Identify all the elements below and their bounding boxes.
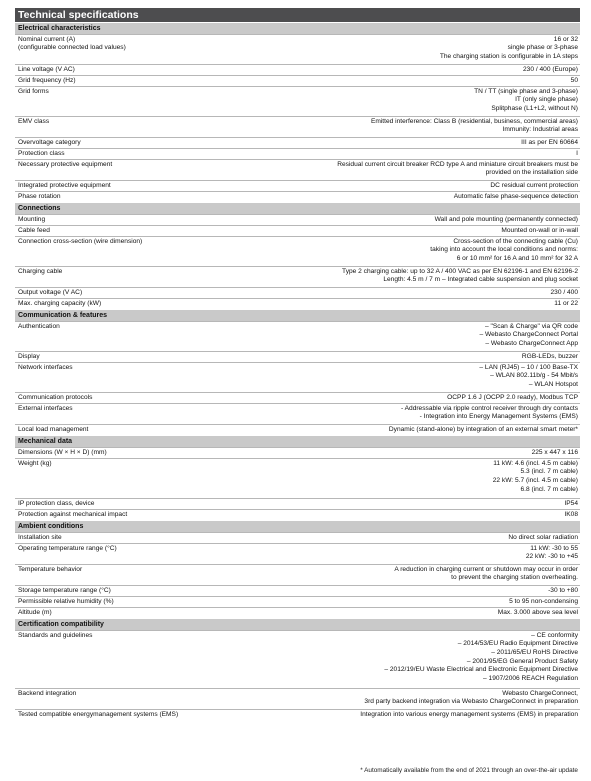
spec-label: Protection against mechanical impact — [18, 510, 128, 518]
spec-row — [15, 688, 580, 709]
spec-value: – LAN (RJ45) – 10 / 100 Base-TX – WLAN 802.11b/g - 54 Mbit/s – WLAN Hotspot — [479, 363, 578, 388]
spec-value: I — [576, 149, 578, 157]
spec-value: Cross-section of the connecting cable (Cu) taking into account the local conditions and norms: 6 or 10 mm² for 16 A and 10 mm² for 32 A — [430, 237, 578, 262]
spec-row — [15, 86, 580, 116]
spec-row — [15, 266, 580, 287]
spec-label: Grid forms — [18, 87, 49, 95]
spec-value: A reduction in charging current or shutdown may occur in order to prevent the charging station overheating. — [394, 565, 578, 582]
spec-value: 16 or 32 single phase or 3-phase The charging station is configurable in 1A steps — [439, 35, 578, 60]
spec-row — [15, 137, 580, 148]
section-header: Connections — [15, 202, 580, 214]
section-header: Communication & features — [15, 309, 580, 321]
spec-label: Communication protocols — [18, 393, 93, 401]
spec-row — [15, 321, 580, 351]
spec-row — [15, 424, 580, 435]
spec-row — [15, 447, 580, 458]
spec-label: Storage temperature range (°C) — [18, 586, 111, 594]
spec-value: Mounted on-wall or in-wall — [501, 226, 578, 234]
spec-row — [15, 214, 580, 225]
spec-row — [15, 532, 580, 543]
spec-label: Mounting — [18, 215, 46, 223]
spec-value: Type 2 charging cable: up to 32 A / 400 VAC as per EN 62196-1 and EN 62196-2 Length: 4.5 m / 7 m – Integrated cable suspension and plug socket — [342, 267, 578, 284]
spec-row — [15, 607, 580, 618]
spec-value: - Addressable via ripple control receiver through dry contacts - Integration into Energy Management Systems (EMS) — [400, 404, 578, 421]
spec-row — [15, 351, 580, 362]
spec-label: Tested compatible energymanagement systems (EMS) — [18, 710, 179, 718]
spec-value: Dynamic (stand-alone) by integration of an external smart meter* — [388, 425, 578, 433]
spec-value: Wall and pole mounting (permanently connected) — [434, 215, 578, 223]
spec-label: Network interfaces — [18, 363, 73, 371]
spec-label: Charging cable — [18, 267, 63, 275]
spec-label: EMV class — [18, 117, 50, 125]
spec-value: TN / TT (single phase and 3-phase) IT (only single phase) Splitphase (L1+L2, without N) — [474, 87, 578, 112]
spec-value: OCPP 1.6 J (OCPP 2.0 ready), Modbus TCP — [447, 393, 578, 401]
spec-row — [15, 585, 580, 596]
spec-label: Permissible relative humidity (%) — [18, 597, 114, 605]
spec-value: Webasto ChargeConnect, 3rd party backend integration via Webasto ChargeConnect in preparation — [364, 689, 578, 706]
spec-label: Altitude (m) — [18, 608, 52, 616]
spec-row — [15, 75, 580, 86]
spec-label: Output voltage (V AC) — [18, 288, 83, 296]
section-header: Ambient conditions — [15, 520, 580, 532]
spec-label: Nominal current (A) (configurable connected load values) — [18, 35, 126, 52]
spec-value: RGB-LEDs, buzzer — [521, 352, 578, 360]
spec-value: 11 kW: -30 to 55 22 kW: -30 to +45 — [525, 544, 578, 561]
spec-label: Connection cross-section (wire dimension) — [18, 237, 143, 245]
spec-label: Installation site — [18, 533, 62, 541]
spec-row — [15, 709, 580, 720]
spec-value: IP54 — [564, 499, 578, 507]
section-header: Certification compatibility — [15, 618, 580, 630]
spec-label: External interfaces — [18, 404, 73, 412]
spec-value: Integration into various energy management systems (EMS) in preparation — [360, 710, 578, 718]
spec-value: – CE conformity – 2014/53/EU Radio Equipment Directive – 2011/65/EU RoHS Directive – 2001/95/EG General Product Safety – 2012/19/EU Waste Electrical and Electronic Equipment Directive – 1907/2006 REACH Regulation — [384, 631, 578, 683]
spec-label: Temperature behavior — [18, 565, 83, 573]
spec-row — [15, 34, 580, 64]
spec-label: Operating temperature range (°C) — [18, 544, 117, 552]
spec-sections — [15, 22, 580, 720]
spec-label: Line voltage (V AC) — [18, 65, 75, 73]
spec-row — [15, 509, 580, 520]
spec-row — [15, 392, 580, 403]
spec-value: DC residual current protection — [490, 181, 578, 189]
spec-label: Dimensions (W × H × D) (mm) — [18, 448, 107, 456]
spec-value: – "Scan & Charge" via QR code – Webasto ChargeConnect Portal – Webasto ChargeConnect App — [479, 322, 578, 347]
spec-value: No direct solar radiation — [508, 533, 578, 541]
spec-label: Max. charging capacity (kW) — [18, 299, 102, 307]
spec-row — [15, 64, 580, 75]
spec-value: Emitted interference: Class B (residential, business, commercial areas) Immunity: Industrial areas — [370, 117, 578, 134]
spec-label: Weight (kg) — [18, 459, 52, 467]
spec-label: Overvoltage category — [18, 138, 81, 146]
spec-value: IK08 — [564, 510, 578, 518]
spec-row — [15, 116, 580, 137]
spec-row — [15, 191, 580, 202]
spec-label: Local load management — [18, 425, 89, 433]
section-header: Electrical characteristics — [15, 22, 580, 34]
spec-row — [15, 148, 580, 159]
spec-value: Residual current circuit breaker RCD type A and miniature circuit breakers must be provided on the installation side — [337, 160, 578, 177]
footnote: * Automatically available from the end of 2021 through an over-the-air update — [360, 767, 578, 774]
spec-label: Display — [18, 352, 40, 360]
spec-sheet — [15, 8, 580, 720]
spec-value: -30 to +80 — [548, 586, 578, 594]
spec-row — [15, 236, 580, 266]
spec-row — [15, 362, 580, 392]
spec-value: Automatic false phase-sequence detection — [453, 192, 578, 200]
spec-row — [15, 159, 580, 180]
spec-value: 5 to 95 non-condensing — [509, 597, 578, 605]
spec-label: Protection class — [18, 149, 65, 157]
spec-label: Grid frequency (Hz) — [18, 76, 76, 84]
spec-row — [15, 403, 580, 424]
spec-row — [15, 596, 580, 607]
spec-value: 50 — [570, 76, 578, 84]
spec-value: III as per EN 60664 — [521, 138, 578, 146]
spec-label: Necessary protective equipment — [18, 160, 113, 168]
spec-label: Integrated protective equipment — [18, 181, 111, 189]
spec-row — [15, 498, 580, 509]
spec-row — [15, 180, 580, 191]
spec-row — [15, 225, 580, 236]
spec-label: Backend integration — [18, 689, 77, 697]
spec-label: IP protection class, device — [18, 499, 95, 507]
spec-row — [15, 543, 580, 564]
spec-value: 11 or 22 — [554, 299, 578, 307]
spec-value: 225 x 447 x 116 — [531, 448, 578, 456]
spec-label: Cable feed — [18, 226, 50, 234]
spec-label: Standards and guidelines — [18, 631, 93, 639]
spec-value: Max. 3.000 above sea level — [497, 608, 578, 616]
spec-row — [15, 630, 580, 688]
spec-value: 230 / 400 — [550, 288, 578, 296]
spec-row — [15, 287, 580, 298]
section-header: Mechanical data — [15, 435, 580, 447]
spec-row — [15, 564, 580, 585]
spec-row — [15, 458, 580, 498]
spec-row — [15, 298, 580, 309]
spec-label: Phase rotation — [18, 192, 61, 200]
spec-value: 230 / 400 (Europe) — [523, 65, 578, 73]
spec-value: 11 kW: 4.6 (incl. 4.5 m cable) 5.3 (incl. 7 m cable) 22 kW: 5.7 (incl. 4.5 m cable) 6.8 (incl. 7 m cable) — [492, 459, 578, 493]
spec-label: Authentication — [18, 322, 60, 330]
page-title: Technical specifications — [15, 8, 580, 22]
